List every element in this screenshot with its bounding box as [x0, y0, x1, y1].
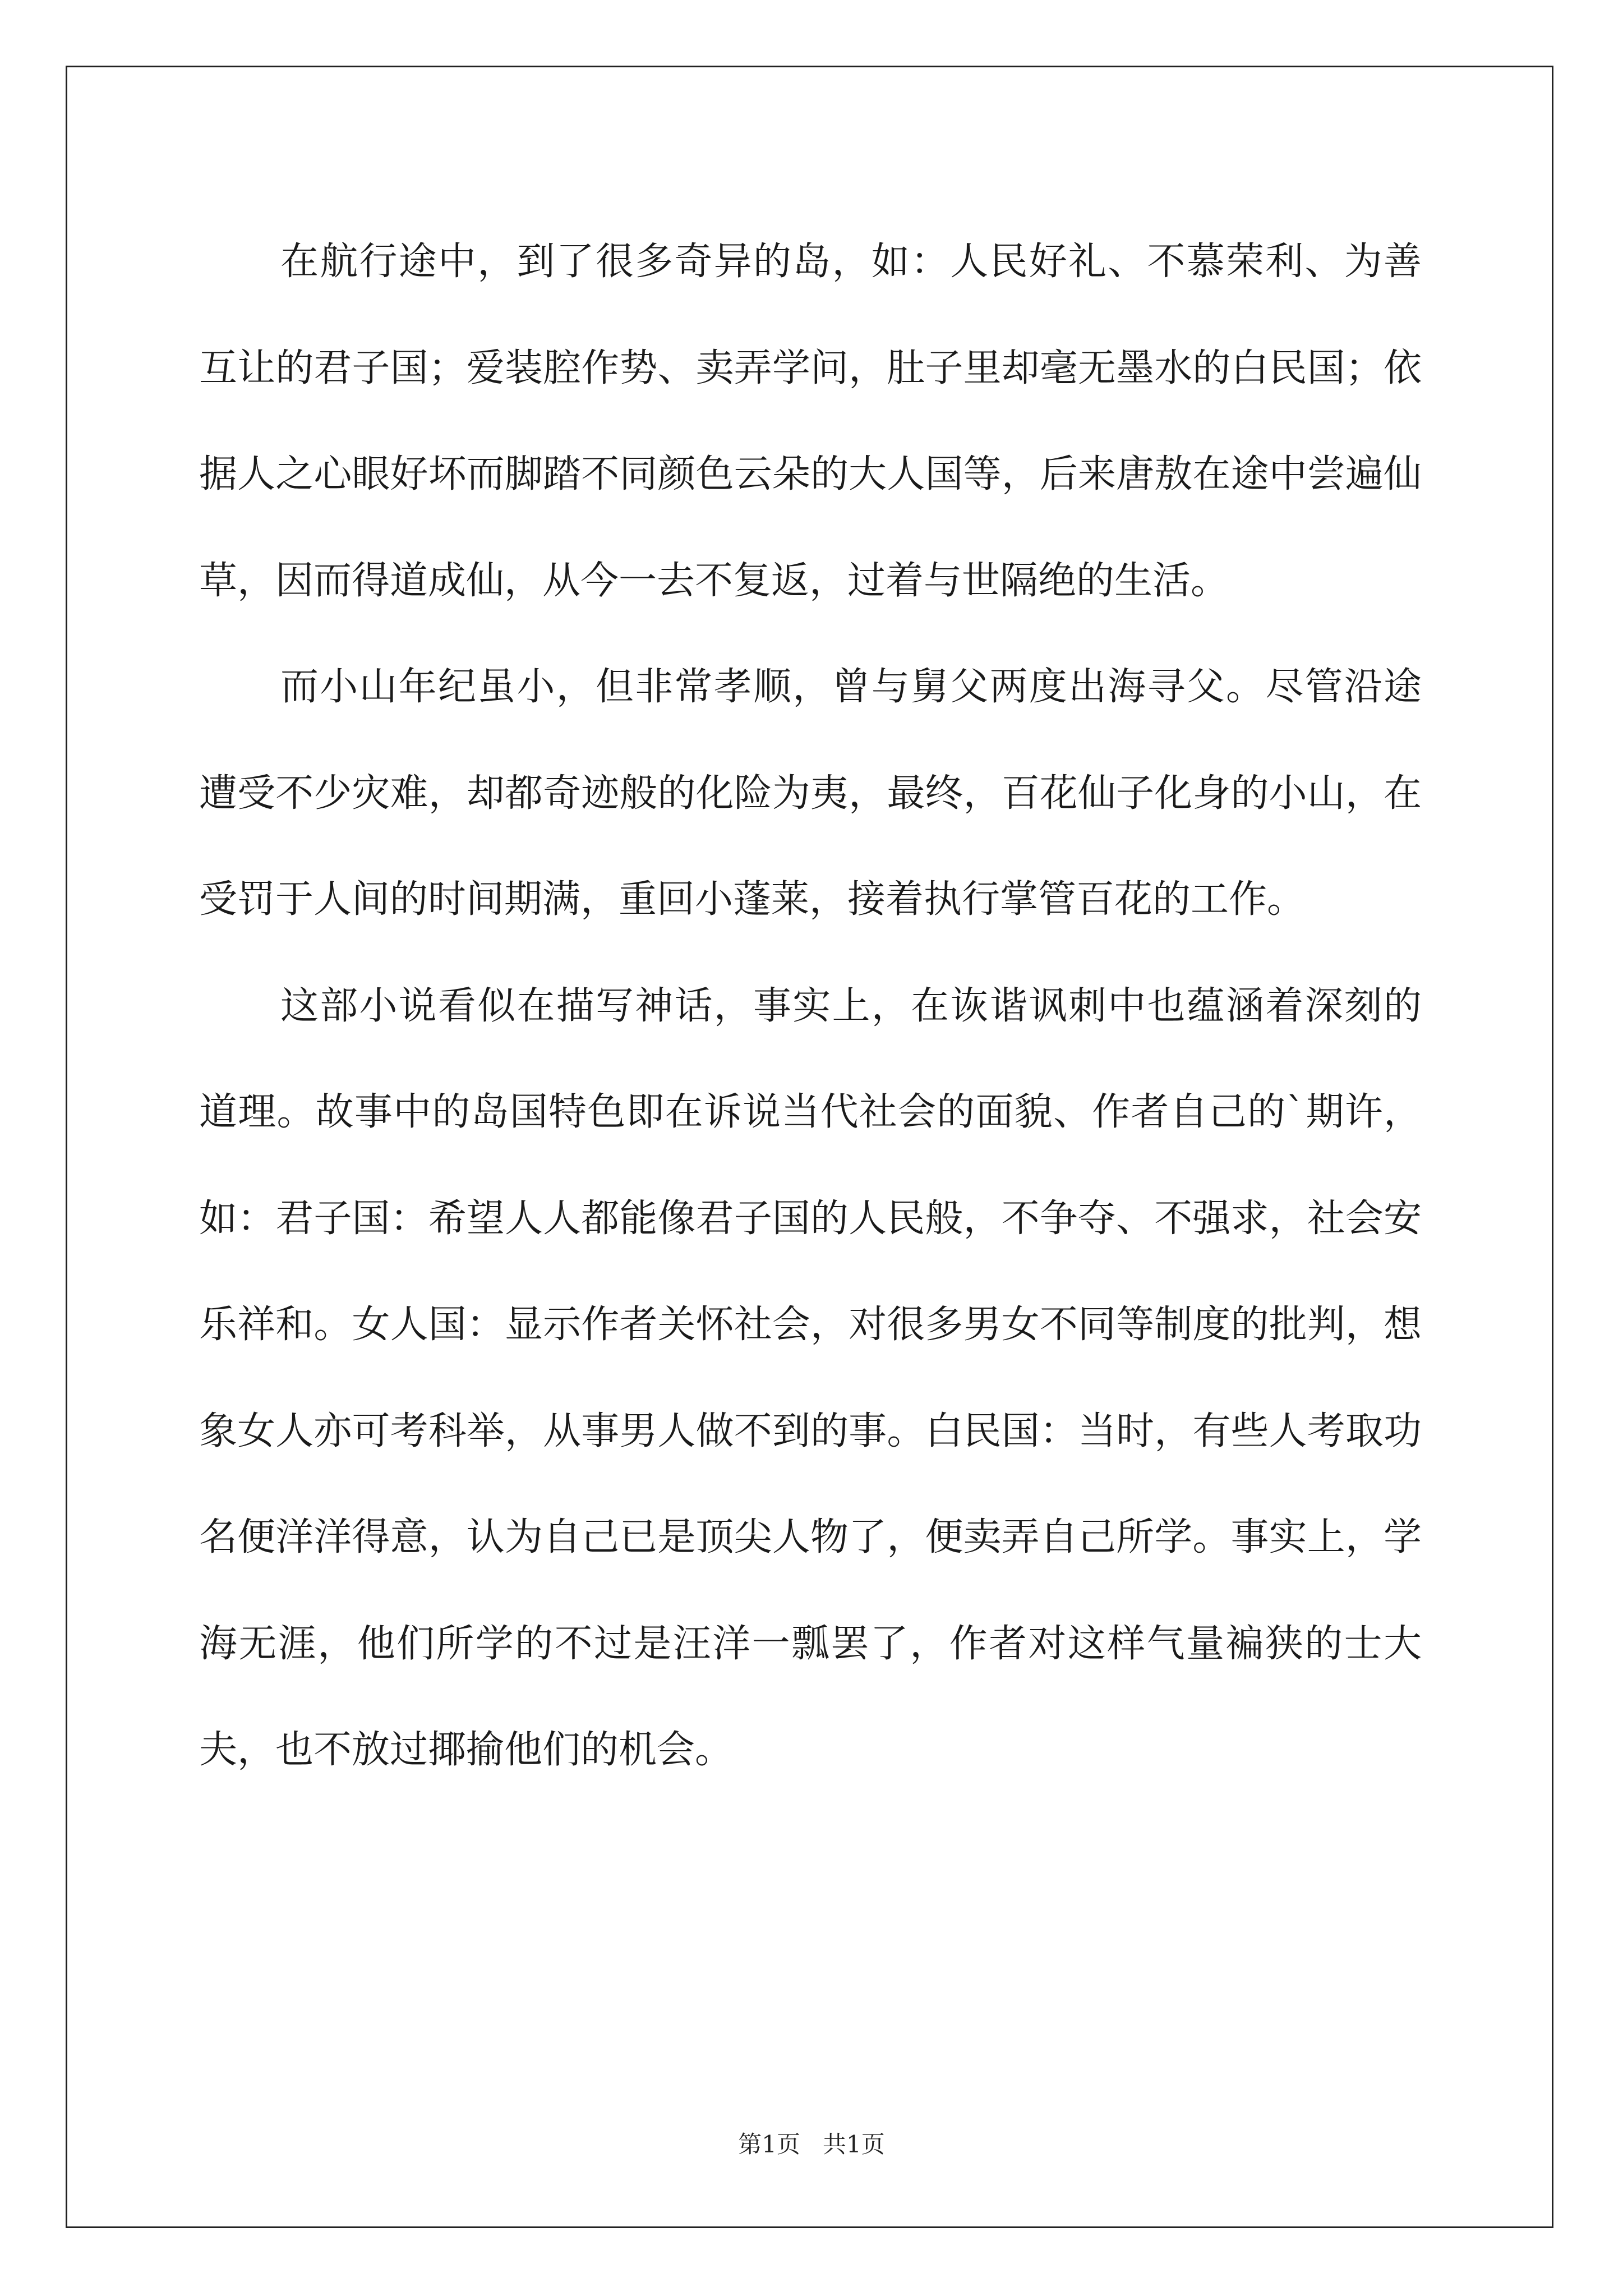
- paragraph-3: 这部小说看似在描写神话，事实上，在诙谐讽刺中也蕴涵着深刻的道理。故事中的岛国特色即在诉说当代社会的面貌、作者自己的`期许，如：君子国：希望人人都能像君子国的人民般，不争夺、不强求，社会安乐祥和。女人国：显示作者关怀社会，对很多男女不同等制度的批判，想象女人亦可考科举，从事男人做不到的事。白民国：当时，有些人考取功名便洋洋得意，认为自己已是顶尖人物了，便卖弄自己所学。事实上，学海无涯，他们所学的不过是汪洋一瓢罢了，作者对这样气量褊狭的士大夫，也不放过揶揄他们的机会。: [199, 983, 1422, 1772]
- paragraph-1: 在航行途中，到了很多奇异的岛，如：人民好礼、不慕荣利、为善互让的君子国；爱装腔作势、卖弄学问，肚子里却毫无墨水的白民国；依据人之心眼好坏而脚踏不同颜色云朵的大人国等，后来唐敖在途中尝遍仙草，因而得道成仙，从今一去不复返，过着与世隔绝的生活。: [199, 240, 1422, 603]
- document-body: [199, 209, 1422, 1803]
- paragraph-2: 而小山年纪虽小，但非常孝顺，曾与舅父两度出海寻父。尽管沿途遭受不少灾难，却都奇迹般的化险为夷，最终，百花仙子化身的小山，在受罚于人间的时间期满，重回小蓬莱，接着执行掌管百花的工作。: [199, 665, 1422, 922]
- page-number-footer: 第1页 共1页: [738, 2131, 885, 2158]
